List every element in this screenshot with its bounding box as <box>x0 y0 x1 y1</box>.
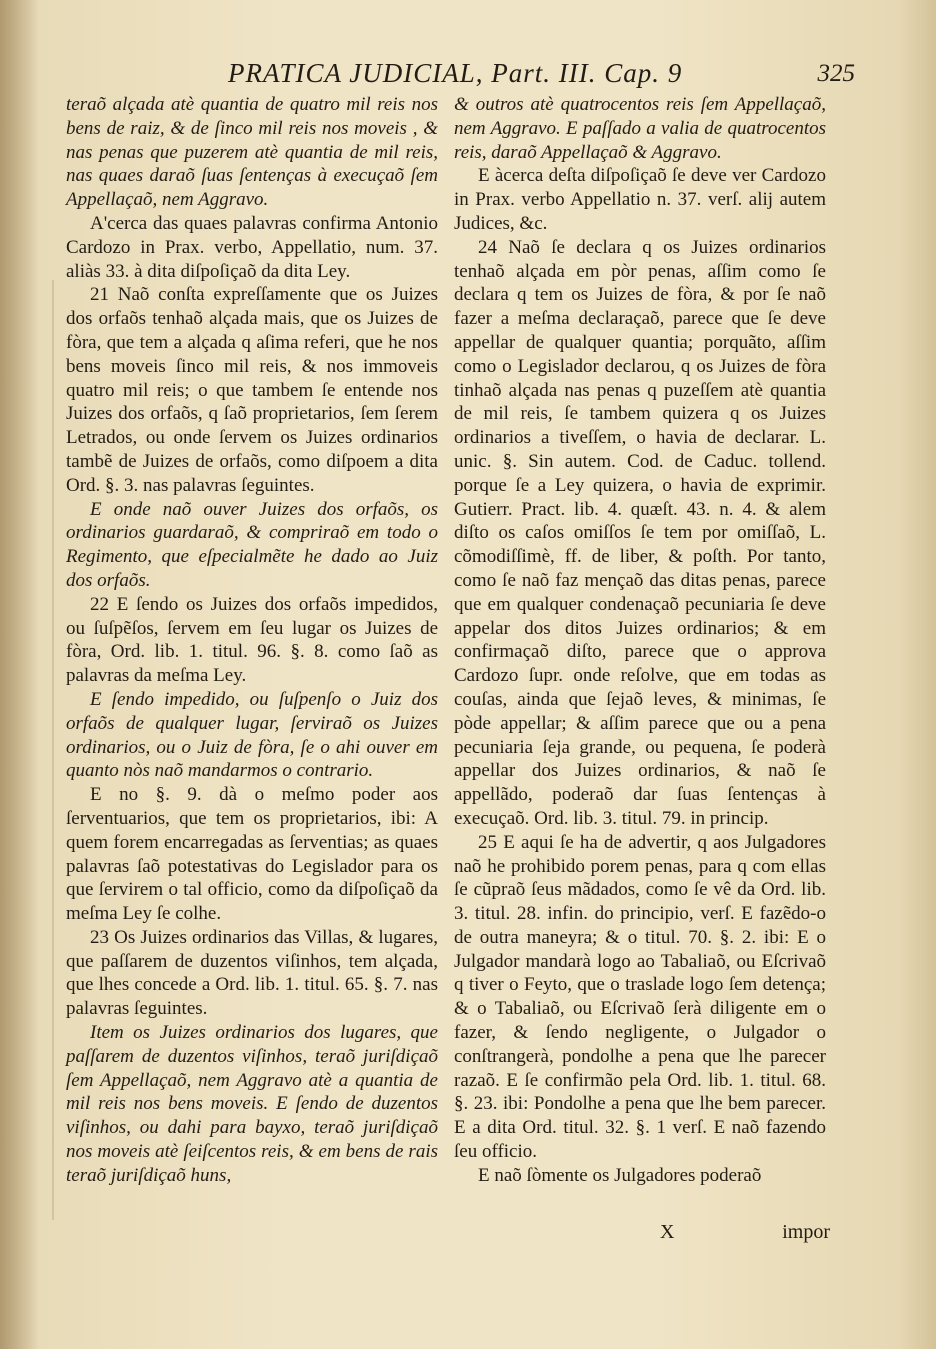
right-column <box>454 93 826 1188</box>
left-paragraph: 22 E ſendo os Juizes dos orfaõs impedidos, ou ſuſpẽſos, ſervem em ſeu lugar os Juizes de fòra, Ord. lib. 1. titul. 96. §. 8. como ſaõ as palavras da meſma Ley. <box>66 593 438 687</box>
right-paragraph: 25 E aqui ſe ha de advertir, q aos Julgadores naõ he prohibido porem penas, para q com ellas ſe cũpraõ ſeus mãdados, como ſe vê da Ord. lib. 3. titul. 28. infin. do principio, verſ. E fazẽdo-o de outra maneyra; & o titul. 70. §. 2. ibi: E o Julgador mandarà logo ao Tabaliaõ, ou Eſcrivaõ q tiver o Feyto, que o traslade logo ſem detença; & o Tabaliaõ, ou Eſcrivaõ ſerà diligente em o fazer, & ſendo negligente, o Julgador o conſtrangerà, pondolhe a pena que lhe parecer razaõ. E ſe confirmão pela Ord. lib. 1. titul. 68. §. 23. ibi: Pondolhe a pena que lhe bem parecer. E a dita Ord. titul. 32. §. 1 verſ. E naõ fazendo ſeu officio. <box>454 831 826 1163</box>
left-paragraph: 21 Naõ conſta expreſſamente que os Juizes dos orfaõs tenhaõ alçada mais, que os Juizes de fòra, que tem a alçada q aſima referi, que he nos bens moveis ſinco mil reis, & nos immoveis quatro mil reis; o que tambem ſe entende nos Juizes dos orfaõs, q ſaõ proprietarios, ſem ſerem Letrados, ou onde ſervem os Juizes ordinarios tambẽ de Juizes de orfaõs, como diſpoem a dita Ord. §. 3. nas palavras ſeguintes. <box>66 284 438 496</box>
left-paragraph: A'cerca das quaes palavras confirma Antonio Cardozo in Prax. verbo, Appellatio, num. 37. aliàs 33. à dita diſpoſiçaõ da dita Ley. <box>66 212 438 282</box>
catchline <box>660 1221 830 1247</box>
left-paragraph: teraõ alçada atè quantia de quatro mil reis nos bens de raiz, & de ſinco mil reis nos moveis , & nas penas que puzerem atè quantia de mil reis, nas quaes daraõ ſuas ſentenças à execuçaõ ſem Appellaçaõ, nem Aggravo. <box>66 94 438 211</box>
left-paragraph: E ſendo impedido, ou ſuſpenſo o Juiz dos orfaõs de qualquer lugar, ſerviraõ os Juizes ordinarios, ou o Juiz de fòra, ſe o ahi ouver em quanto nòs naõ mandarmos o contrario. <box>66 688 438 782</box>
left-paragraph: 23 Os Juizes ordinarios das Villas, & lugares, que paſſarem de duzentos viſinhos, tem alçada, que lhes concede a Ord. lib. 1. titul. 65. §. 7. nas palavras ſeguintes. <box>66 926 438 1020</box>
left-paragraph: E no §. 9. dà o meſmo poder aos ſerventuarios, que tem os proprietarios, ibi: A quem forem encarregadas as ſerventias; as quaes palavras ſaõ potestativas do Legislador para os que ſervirem o tal officio, como da diſpoſiçaõ da meſma Ley ſe colhe. <box>66 784 438 925</box>
left-paragraph: Item os Juizes ordinarios dos lugares, que paſſarem de duzentos viſinhos, teraõ juriſdiçaõ ſem Appellaçaõ, nem Aggravo atè a quantia de mil reis nos bens moveis. E ſendo de duzentos viſinhos, ou dahi para bayxo, teraõ juriſdiçaõ nos moveis atè ſeiſcentos reis, & em bens de rais teraõ juriſdiçaõ huns, <box>66 1022 438 1186</box>
right-paragraph: E àcerca deſta diſpoſiçaõ ſe deve ver Cardozo in Prax. verbo Appellatio n. 37. verſ. alij autem Judices, &c. <box>454 165 826 234</box>
page-header <box>60 58 855 92</box>
catchword: impor <box>782 1221 830 1243</box>
gutter-mark <box>52 280 54 1220</box>
right-paragraph: & outros atè quatrocentos reis ſem Appellaçaõ, nem Aggravo. E paſſado a valia de quatrocentos reis, daraõ Appellaçaõ & Aggravo. <box>454 94 826 163</box>
right-paragraph: E naõ ſòmente os Julgadores poderaõ <box>478 1164 762 1186</box>
left-paragraph: E onde naõ ouver Juizes dos orfaõs, os ordinarios guardaraõ, & compriraõ em todo o Regimento, que eſpecialmẽte he dado ao Juiz dos orfaõs. <box>66 498 438 591</box>
left-column <box>66 93 438 1188</box>
right-paragraph: 24 Naõ ſe declara q os Juizes ordinarios tenhaõ alçada em pòr penas, aſſim como ſe declara q tem os Juizes de fòra, & por ſe naõ fazer a meſma declaraçaõ, parece que ſe deve appellar de qualquer quantia; porquãto, aſſim como o Legislador declarou, q os Juizes de fòra tinhaõ alçada nas penas q puzeſſem atè quantia de mil reis, ſe tambem quizera q os Juizes ordinarios a tiveſſem, o havia de declarar. L. unic. §. Sin autem. Cod. de Caduc. tollend. porque ſe a Ley quizera, o havia de exprimir. Gutierr. Pract. lib. 4. quæſt. 43. n. 4. & alem diſto os caſos omiſſos ſe tem por omiſſaõ, L. cõmodiſſimè, ff. de liber, & poſth. Por tanto, como ſe naõ faz mençaõ das ditas penas, parece que em qualquer condenaçaõ pecuniaria ſe deve appelar dos ditos Juizes ordinarios; & em confirmaçaõ diſto, parece que o approva Cardozo ſupr. onde reſolve, que em todas as couſas, ainda que ſejaõ leves, & minimas, ſe pòde appellar; & aſſim parece que ou a pena pecuniaria ſeja grande, ou pequena, ſe poderà appellar dos Juizes ordinarios, & naõ ſe appellãdo, poderaõ dar ſuas ſentenças à execuçaõ. Ord. lib. 3. titul. 79. in princip. <box>454 236 826 829</box>
page-number: 325 <box>817 60 855 87</box>
running-title: PRATICA JUDICIAL, Part. III. Cap. 9 <box>228 58 683 88</box>
page-edge-shadow <box>0 0 40 1349</box>
signature-mark: X <box>660 1221 675 1243</box>
